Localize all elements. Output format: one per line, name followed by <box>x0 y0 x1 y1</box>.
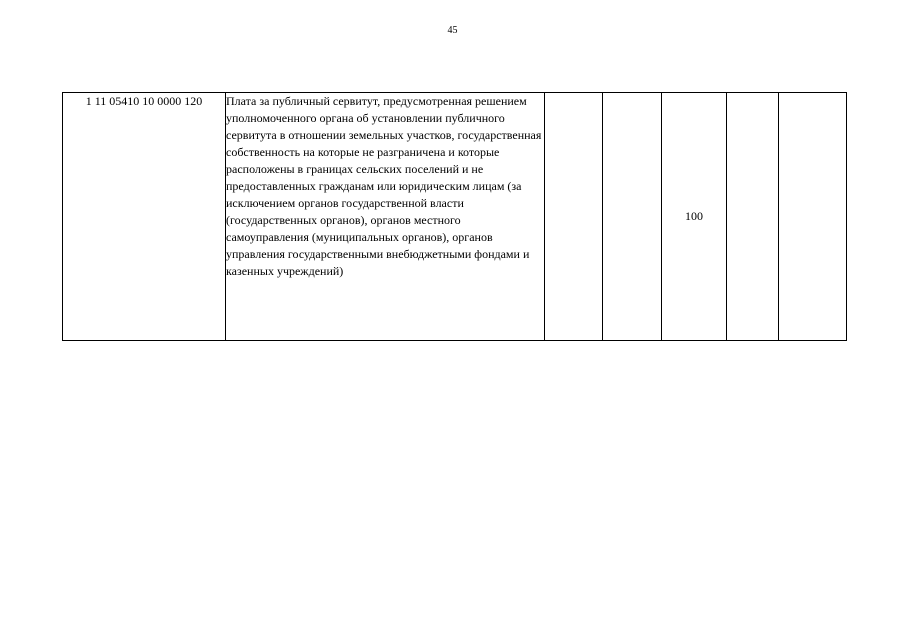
budget-code-cell: 1 11 05410 10 0000 120 <box>63 93 226 341</box>
revenue-table <box>62 92 847 341</box>
page-number: 45 <box>447 25 458 36</box>
table-cell-col6 <box>727 93 779 341</box>
table-cell-col7 <box>779 93 847 341</box>
table-cell-col3 <box>545 93 603 341</box>
table-row <box>63 93 847 341</box>
percentage-cell: 100 <box>662 93 727 341</box>
table-cell-col4 <box>603 93 662 341</box>
revenue-description-cell: Плата за публичный сервитут, предусмотренная решением уполномоченного органа об установлении публичного сервитута в отношении земельных участков, государственная собственность на которые не разграничена и которые расположены в границах сельских поселений и не предоставленных гражданам или юридическим лицам (за исключением органов государственной власти (государственных органов), органов местного самоуправления (муниципальных органов), органов управления государственными внебюджетными фондами и казенных учреждений) <box>226 93 545 341</box>
